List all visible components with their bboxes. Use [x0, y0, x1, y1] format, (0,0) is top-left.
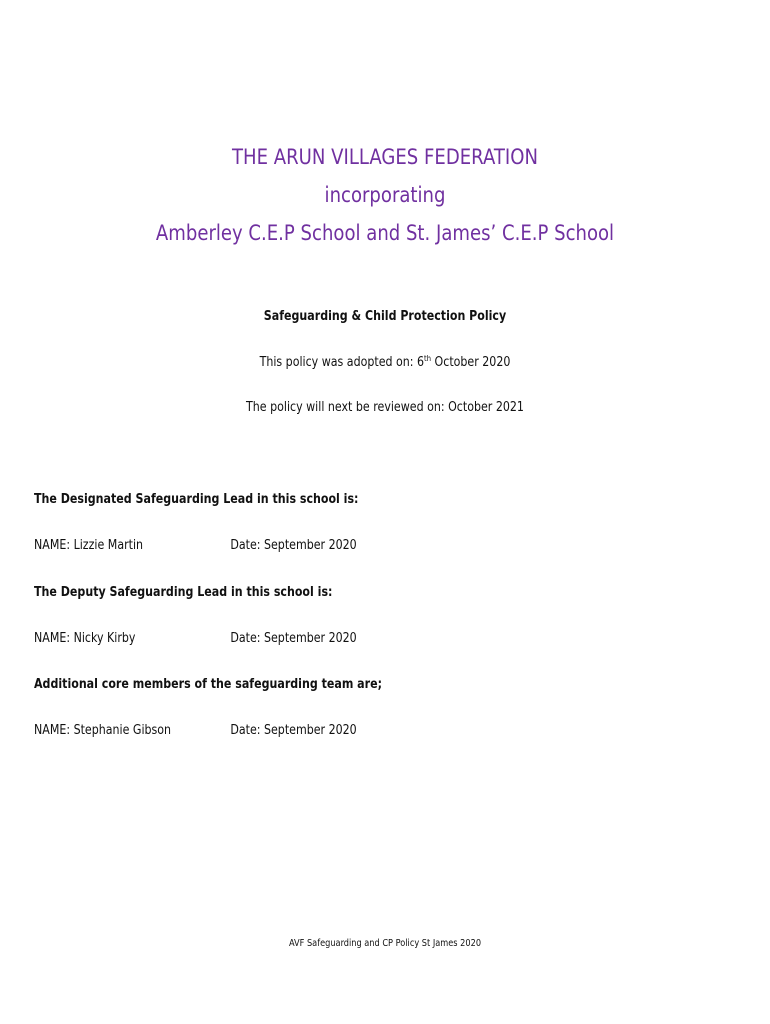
dsl-heading: The Designated Safeguarding Lead in this school is:	[34, 492, 359, 507]
additional-heading: Additional core members of the safeguarding team are;	[34, 677, 383, 692]
federation-title: THE ARUN VILLAGES FEDERATION	[232, 145, 538, 169]
schools-title: Amberley C.E.P School and St. James’ C.E.P School	[155, 221, 615, 245]
deputy-heading: The Deputy Safeguarding Lead in this school is:	[34, 585, 333, 600]
deputy-name: NAME: Nicky Kirby	[34, 631, 136, 646]
dsl-name: NAME: Lizzie Martin	[34, 538, 144, 553]
document-header	[54, 138, 716, 252]
adopted-date-line	[58, 355, 713, 370]
page-footer: AVF Safeguarding and CP Policy St James 2020	[288, 938, 482, 949]
adopted-suffix: October 2020	[431, 355, 511, 370]
review-date-line: The policy will next be reviewed on: October 2021	[246, 400, 524, 415]
additional-name: NAME: Stephanie Gibson	[34, 723, 172, 738]
adopted-prefix: This policy was adopted on: 6	[259, 355, 425, 370]
adopted-ordinal: th	[424, 354, 432, 363]
incorporating-line: incorporating	[324, 183, 446, 207]
policy-title: Safeguarding & Child Protection Policy	[263, 309, 507, 324]
deputy-date: Date: September 2020	[230, 631, 357, 646]
dsl-date: Date: September 2020	[230, 538, 357, 553]
additional-date: Date: September 2020	[230, 723, 357, 738]
